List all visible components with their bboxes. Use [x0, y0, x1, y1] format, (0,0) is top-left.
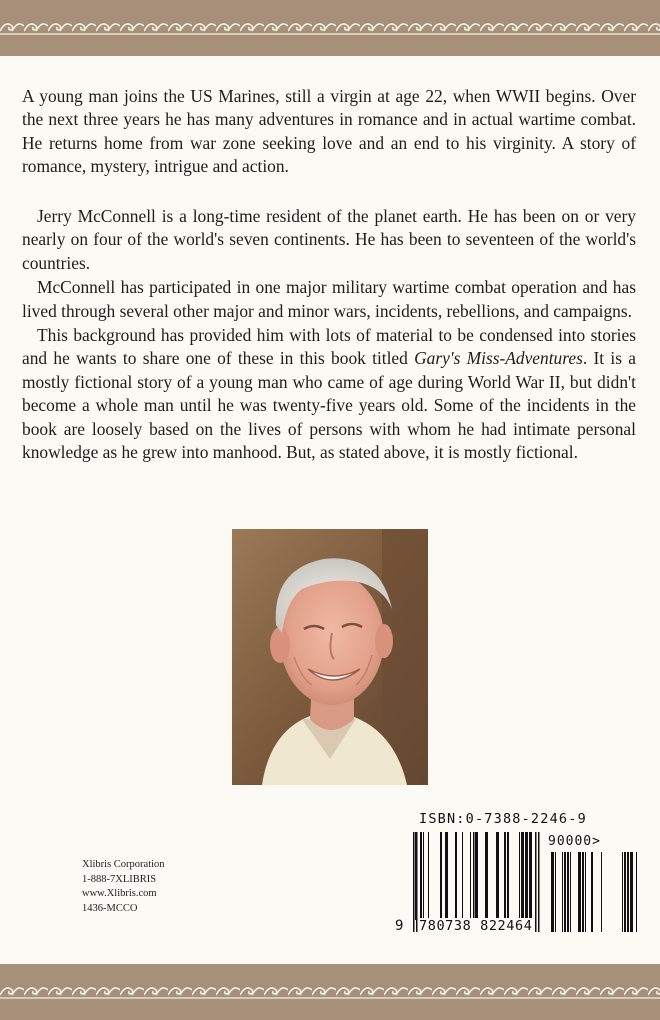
bio-p3-after: . It is a mostly fictional story of a young man who came of age during World War II, but didn't become a whole man until he was twenty-five years old. Some of the incidents in the book are loosely based on the lives of persons with whom he had intimate personal knowledge as he grew into manhood. But, as stated above, it is mostly fictional.: [22, 348, 636, 463]
wave-pattern-top: [0, 18, 660, 38]
book-blurb: [22, 85, 636, 179]
ean-digits: 780738 822464: [419, 918, 533, 934]
author-photo: [232, 529, 428, 785]
publisher-website: www.Xlibris.com: [82, 888, 157, 900]
publisher-name: Xlibris Corporation: [82, 859, 165, 870]
publisher-code: 1436-MCCO: [82, 902, 138, 914]
blurb-paragraph: A young man joins the US Marines, still a virgin at age 22, when WWII begins. Over the next three years he has many adventures in romance and in actual wartime combat. He returns home from war zone seeking love and an end to his virginity. A story of romance, mystery, intrigue and action.: [22, 86, 636, 177]
author-bio: [22, 205, 636, 464]
bio-paragraph-3: [22, 324, 636, 464]
isbn-label: ISBN:0-7388-2246-9: [419, 811, 587, 827]
bio-p3-before: This background has provided him with lots of material to be condensed into stories and he wants to share one of these in this book titled: [22, 325, 636, 369]
wave-pattern-bottom: [0, 982, 660, 1002]
ean-prefix: 9: [395, 918, 404, 934]
bio-paragraph-1: Jerry McConnell is a long-time resident of the planet earth. He has been on or very nearly on four of the world's seven continents. He has been to seventeen of the world's countries.: [22, 206, 636, 273]
book-title: Gary's Miss-Adventures: [414, 348, 583, 369]
barcode-addon: 90000>: [548, 834, 601, 849]
publisher-phone: 1-888-7XLIBRIS: [82, 873, 157, 885]
publisher-info: [82, 858, 165, 916]
bio-paragraph-2: McConnell has participated in one major military wartime combat operation and has lived through several other major and minor wars, incidents, rebellions, and campaigns.: [22, 277, 636, 321]
bottom-decorative-band: [0, 964, 660, 1020]
top-decorative-band: [0, 0, 660, 56]
